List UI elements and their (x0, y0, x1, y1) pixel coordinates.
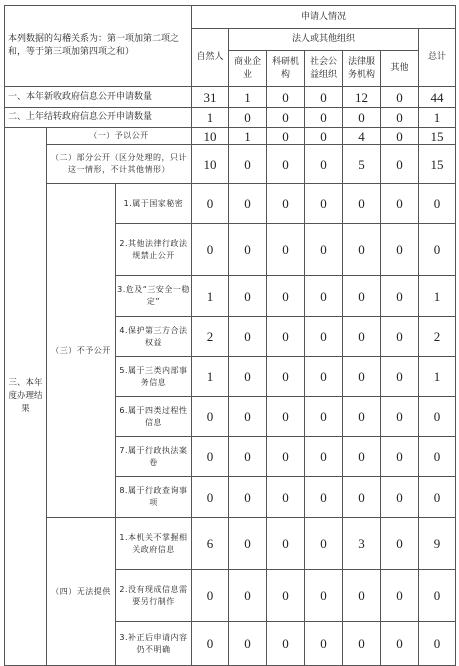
cell-value: 0 (305, 224, 343, 276)
cell-value: 0 (229, 477, 267, 518)
cell-value: 0 (419, 477, 456, 518)
row-label: 二、上年结转政府信息公开申请数量 (5, 108, 192, 128)
cell-value: 10 (192, 128, 229, 145)
cell-value: 0 (267, 184, 305, 224)
cell-value: 1 (419, 357, 456, 397)
cell-value: 0 (267, 276, 305, 317)
table-row (5, 87, 456, 108)
other-header: 其他 (381, 51, 419, 87)
cell-value: 0 (229, 622, 267, 666)
cell-value: 0 (343, 437, 381, 477)
header-row-1 (5, 6, 456, 29)
cell-value: 0 (267, 128, 305, 145)
cell-value: 0 (419, 570, 456, 622)
social-org-header: 社会公益组织 (305, 51, 343, 87)
cell-value: 0 (305, 317, 343, 357)
cell-value: 1 (192, 357, 229, 397)
cell-value: 0 (192, 477, 229, 518)
cell-value: 2 (419, 317, 456, 357)
cell-value: 0 (267, 224, 305, 276)
cell-value: 0 (305, 518, 343, 570)
cell-value: 0 (192, 397, 229, 437)
cell-value: 0 (343, 397, 381, 437)
cell-value: 0 (381, 477, 419, 518)
cell-value: 0 (229, 224, 267, 276)
commercial-header: 商业企业 (229, 51, 267, 87)
cell-value: 0 (343, 224, 381, 276)
cell-value: 0 (267, 317, 305, 357)
cell-value: 31 (192, 87, 229, 108)
row-label: 1.本机关不掌握相关政府信息 (116, 518, 192, 570)
cell-value: 0 (381, 357, 419, 397)
cell-value: 0 (343, 108, 381, 128)
cell-value: 1 (419, 108, 456, 128)
cell-value: 0 (267, 145, 305, 184)
row-label: 7.属于行政执法案卷 (116, 437, 192, 477)
cell-value: 0 (267, 622, 305, 666)
cell-value: 10 (192, 145, 229, 184)
cell-value: 0 (192, 224, 229, 276)
cell-value: 0 (267, 108, 305, 128)
cell-value: 0 (381, 317, 419, 357)
cell-value: 4 (343, 128, 381, 145)
cell-value: 0 (305, 437, 343, 477)
group-4-label: （四）无法提供 (47, 518, 116, 666)
cell-value: 0 (229, 518, 267, 570)
cell-value: 0 (343, 357, 381, 397)
cell-value: 0 (381, 518, 419, 570)
row-label: 一、本年新收政府信息公开申请数量 (5, 87, 192, 108)
cell-value: 0 (267, 87, 305, 108)
row-label: 8.属于行政查询事项 (116, 477, 192, 518)
row-label: 2.没有现成信息需要另行制作 (116, 570, 192, 622)
cell-value: 0 (419, 397, 456, 437)
table-row (5, 145, 456, 184)
cell-value: 0 (229, 184, 267, 224)
cell-value: 1 (192, 108, 229, 128)
table-row (5, 184, 456, 224)
cell-value: 9 (419, 518, 456, 570)
cell-value: 0 (267, 357, 305, 397)
cell-value: 0 (343, 276, 381, 317)
cell-value: 0 (343, 184, 381, 224)
cell-value: 0 (229, 276, 267, 317)
cell-value: 0 (381, 145, 419, 184)
table-row (5, 108, 456, 128)
cell-value: 0 (419, 622, 456, 666)
cell-value: 15 (419, 128, 456, 145)
cell-value: 0 (419, 224, 456, 276)
cell-value: 0 (305, 477, 343, 518)
corner-note: 本列数据的勾稽关系为：第一项加第二项之和，等于第三项加第四项之和） (5, 6, 192, 87)
cell-value: 0 (305, 397, 343, 437)
disclosure-statistics-table (4, 5, 456, 666)
cell-value: 0 (267, 570, 305, 622)
cell-value: 0 (343, 477, 381, 518)
cell-value: 0 (381, 184, 419, 224)
cell-value: 0 (305, 622, 343, 666)
cell-value: 0 (305, 570, 343, 622)
cell-value: 0 (381, 570, 419, 622)
cell-value: 0 (419, 184, 456, 224)
table-row (5, 128, 456, 145)
cell-value: 0 (305, 357, 343, 397)
cell-value: 6 (192, 518, 229, 570)
row-label: 3.补正后申请内容仍不明确 (116, 622, 192, 666)
cell-value: 0 (381, 437, 419, 477)
legal-service-header: 法律服务机构 (343, 51, 381, 87)
total-header: 总计 (419, 29, 456, 87)
row-label: 1.属于国家秘密 (116, 184, 192, 224)
cell-value: 0 (305, 276, 343, 317)
row-label: （二）部分公开（区分处理的，只计这一情形，不计其他情形） (47, 145, 192, 184)
cell-value: 5 (343, 145, 381, 184)
cell-value: 0 (229, 357, 267, 397)
cell-value: 15 (419, 145, 456, 184)
cell-value: 0 (381, 224, 419, 276)
cell-value: 0 (305, 87, 343, 108)
cell-value: 0 (229, 317, 267, 357)
cell-value: 0 (267, 397, 305, 437)
cell-value: 0 (229, 145, 267, 184)
row-label: 3.危及“三安全一稳定” (116, 276, 192, 317)
cell-value: 0 (419, 437, 456, 477)
row-label: 4.保护第三方合法权益 (116, 317, 192, 357)
cell-value: 44 (419, 87, 456, 108)
cell-value: 0 (381, 397, 419, 437)
section-3-label: 三、本年度办理结果 (5, 128, 47, 666)
cell-value: 0 (229, 570, 267, 622)
cell-value: 0 (305, 184, 343, 224)
cell-value: 0 (343, 570, 381, 622)
research-header: 科研机构 (267, 51, 305, 87)
cell-value: 0 (381, 622, 419, 666)
natural-person-header: 自然人 (192, 29, 229, 87)
row-label: 5.属于三类内部事务信息 (116, 357, 192, 397)
row-label: 2.其他法律行政法规禁止公开 (116, 224, 192, 276)
group-3-label: （三）不予公开 (47, 184, 116, 518)
cell-value: 0 (229, 108, 267, 128)
cell-value: 0 (267, 437, 305, 477)
cell-value: 0 (343, 317, 381, 357)
cell-value: 0 (229, 397, 267, 437)
cell-value: 0 (305, 108, 343, 128)
cell-value: 0 (192, 570, 229, 622)
cell-value: 0 (381, 128, 419, 145)
cell-value: 0 (305, 145, 343, 184)
cell-value: 0 (192, 437, 229, 477)
cell-value: 1 (192, 276, 229, 317)
cell-value: 3 (343, 518, 381, 570)
row-label: （一）予以公开 (47, 128, 192, 145)
row-label: 6.属于四类过程性信息 (116, 397, 192, 437)
cell-value: 0 (305, 128, 343, 145)
cell-value: 0 (267, 477, 305, 518)
table-row (5, 518, 456, 570)
applicant-group-header: 申请人情况 (192, 6, 456, 29)
cell-value: 1 (229, 87, 267, 108)
cell-value: 0 (381, 87, 419, 108)
cell-value: 0 (381, 108, 419, 128)
cell-value: 0 (229, 437, 267, 477)
cell-value: 0 (267, 518, 305, 570)
cell-value: 0 (381, 276, 419, 317)
cell-value: 12 (343, 87, 381, 108)
cell-value: 1 (229, 128, 267, 145)
cell-value: 1 (419, 276, 456, 317)
cell-value: 0 (343, 622, 381, 666)
cell-value: 2 (192, 317, 229, 357)
cell-value: 0 (192, 184, 229, 224)
legal-entity-group-header: 法人或其他组织 (229, 29, 419, 51)
cell-value: 0 (192, 622, 229, 666)
